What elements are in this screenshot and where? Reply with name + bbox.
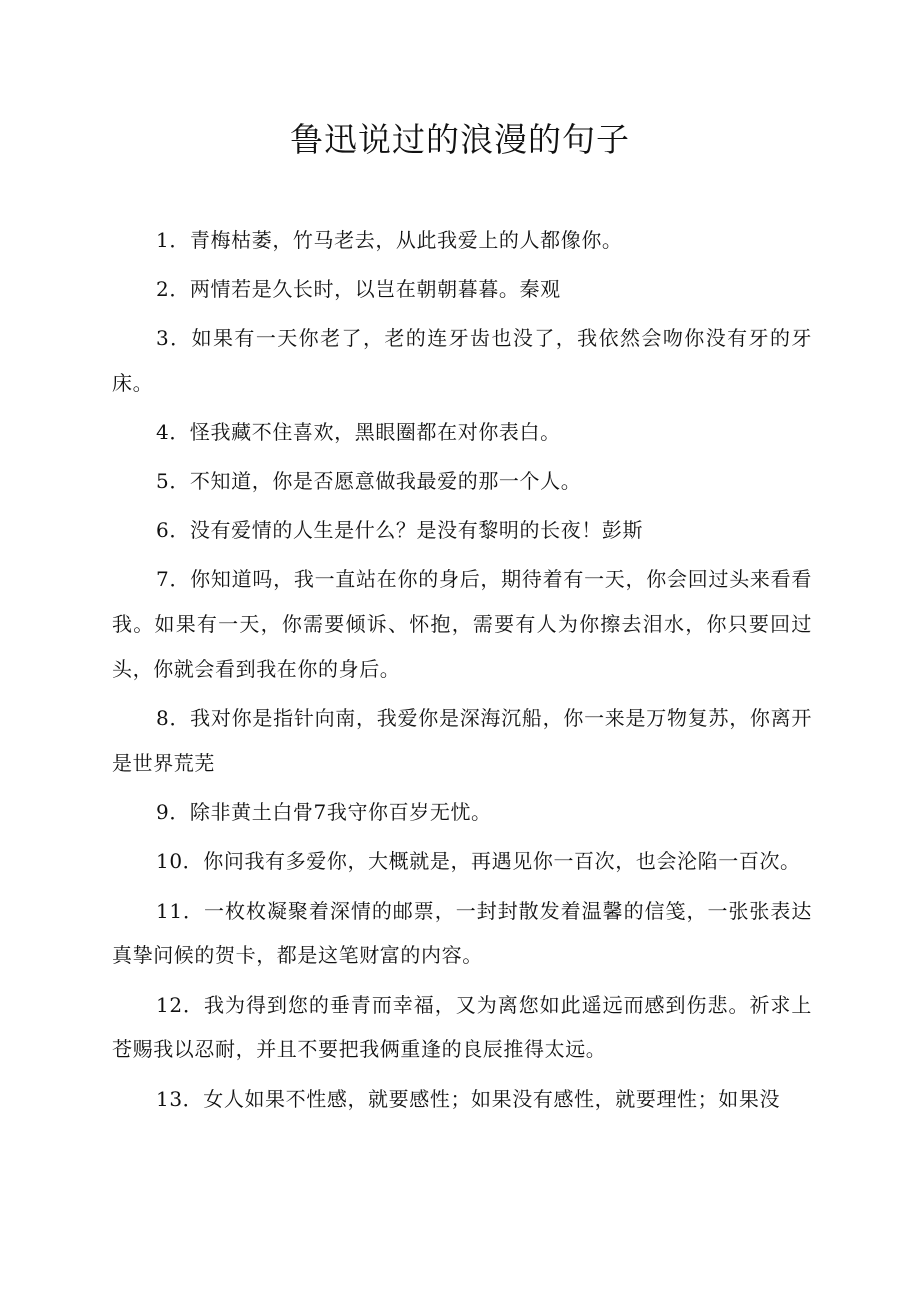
document-body — [112, 218, 812, 1126]
paragraph-7: 7．你知道吗，我一直站在你的身后，期待着有一天，你会回过头来看看我。如果有一天，你需要倾诉、怀抱，需要有人为你擦去泪水，你只要回过头，你就会看到我在你的身后。 — [112, 567, 812, 682]
paragraph-4: 4．怪我藏不住喜欢，黑眼圈都在对你表白。 — [156, 420, 561, 445]
paragraph-13: 13．女人如果不性感，就要感性；如果没有感性，就要理性；如果没 — [156, 1086, 781, 1111]
paragraph-11: 11．一枚枚凝聚着深情的邮票，一封封散发着温馨的信笺，一张张表达真挚问候的贺卡，都是这笔财富的内容。 — [112, 898, 812, 968]
paragraph-8: 8．我对你是指针向南，我爱你是深海沉船，你一来是万物复苏，你离开是世界荒芜 — [112, 706, 812, 776]
paragraph-1: 1．青梅枯萎，竹马老去，从此我爱上的人都像你。 — [156, 228, 623, 252]
paragraph-2: 2．两情若是久长时，以岂在朝朝暮暮。秦观 — [156, 277, 561, 302]
paragraph-10: 10．你问我有多爱你，大概就是，再遇见你一百次，也会沦陷一百次。 — [156, 849, 801, 874]
paragraph-9: 9．除非黄土白骨7我守你百岁无忧。 — [156, 800, 492, 825]
paragraph-6: 6．没有爱情的人生是什么？是没有黎明的长夜！彭斯 — [156, 518, 644, 543]
paragraph-3: 3．如果有一天你老了，老的连牙齿也没了，我依然会吻你没有牙的牙床。 — [112, 326, 812, 396]
page-title: 鲁迅说过的浪漫的句子 — [290, 120, 630, 159]
paragraph-12: 12．我为得到您的垂青而幸福，又为离您如此遥远而感到伤悲。祈求上苍赐我以忍耐，并且不要把我俩重逢的良辰推得太远。 — [112, 992, 812, 1062]
paragraph-5: 5．不知道，你是否愿意做我最爱的那一个人。 — [156, 469, 582, 494]
